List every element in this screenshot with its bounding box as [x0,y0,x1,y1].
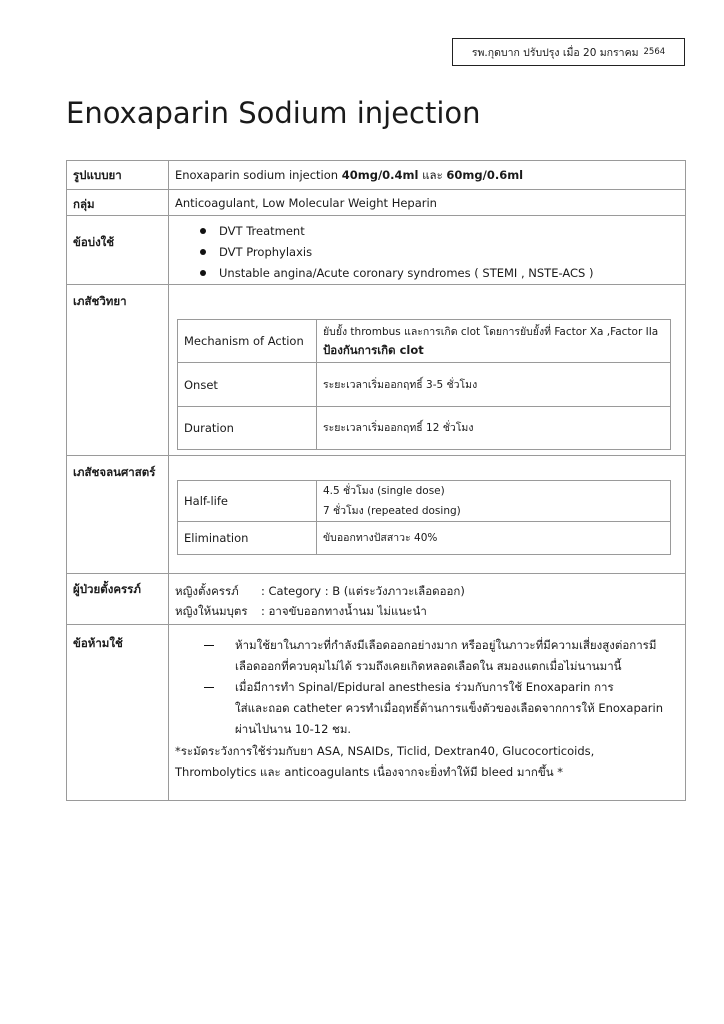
duration-value: ระยะเวลาเริ่มออกฤทธิ์ 12 ชั่วโมง [317,407,671,450]
hospital-update-box [452,38,685,66]
dose-40mg: 40mg/0.4ml [341,168,419,182]
contraindication-item [203,677,679,740]
drug-group-value: Anticoagulant, Low Molecular Weight Heparin [169,190,686,216]
mechanism-line2: ป้องกันการเกิด clot [323,343,424,357]
pregnancy-line [175,581,679,601]
pharmacodynamics-table [177,319,671,450]
drug-interaction-caution [175,740,679,783]
pharmacodynamics-label: เภสัชวิทยา [67,285,169,456]
duration-row [178,407,671,450]
duration-key: Duration [178,407,317,450]
update-year: 2564 [643,47,666,57]
indications-list [175,216,679,284]
pharmacokinetics-label: เภสัชจลนศาสตร์ [67,456,169,574]
pharmacodynamics-content [169,285,686,456]
onset-key: Onset [178,363,317,407]
onset-value: ระยะเวลาเริ่มออกฤทธิ์ 3-5 ชั่วโมง [317,363,671,407]
lactation-value: : อาจขับออกทางน้ำนม ไม่แนะนำ [261,604,427,618]
row-contraindications [67,625,686,801]
contraindications-list [175,625,679,740]
lactation-key: หญิงให้นมบุตร [175,604,248,618]
half-life-line1: 4.5 ชั่วโมง (single dose) [323,485,445,497]
contraindication-2-line2: ใส่และถอด catheter ควรทำเมื่อฤทธิ์ต้านการแข็งตัวของเลือดจากการให้ Enoxaparin [235,701,664,715]
contraindication-1-line2: เลือดออกที่ควบคุมไม่ได้ รวมถึงเคยเกิดหลอดเลือดใน สมองแตกเมื่อไม่นานมานี้ [235,659,622,673]
contraindication-2-line3: ผ่านไปนาน 10-12 ชม. [235,722,352,736]
row-indications [67,216,686,285]
document-title: Enoxaparin Sodium injection [66,96,481,130]
elimination-key: Elimination [178,522,317,555]
indication-item: DVT Treatment [197,221,679,242]
pharmacokinetics-table [177,480,671,555]
indication-item: DVT Prophylaxis [197,242,679,263]
contraindication-item [203,635,679,677]
dosage-form-label: รูปแบบยา [67,161,169,190]
caution-line2: Thrombolytics และ anticoagulants เนื่องจากจะยิ่งทำให้มี bleed มากขึ้น * [175,765,563,779]
drug-monograph-table [66,160,686,801]
row-drug-group [67,190,686,216]
indications-content [169,216,686,285]
mechanism-row [178,320,671,363]
indication-item: Unstable angina/Acute coronary syndromes ( STEMI , NSTE-ACS ) [197,263,679,284]
lactation-line [175,601,679,621]
pregnancy-lines [175,574,679,621]
row-pregnancy [67,574,686,625]
drug-group-label: กลุ่ม [67,190,169,216]
contraindication-2-line1: เมื่อมีการทำ Spinal/Epidural anesthesia ร่วมกับการใช้ Enoxaparin การ [235,680,614,694]
half-life-line2: 7 ชั่วโมง (repeated dosing) [323,505,461,517]
row-dosage-form [67,161,686,190]
pregnancy-content [169,574,686,625]
pharmacokinetics-content [169,456,686,574]
onset-row [178,363,671,407]
hospital-update-text: รพ.กุดบาก ปรับปรุง เมื่อ 20 มกราคม [471,46,639,59]
elimination-value: ขับออกทางปัสสาวะ 40% [317,522,671,555]
mechanism-key: Mechanism of Action [178,320,317,363]
dosage-form-text: Enoxaparin sodium injection [175,168,342,182]
mechanism-line1: ยับยั้ง thrombus และการเกิด clot โดยการยับยั้งที่ Factor Xa ,Factor IIa [323,326,659,338]
row-pharmacodynamics [67,285,686,456]
elimination-row [178,522,671,555]
pregnancy-key: หญิงตั้งครรภ์ [175,584,239,598]
contraindications-content [169,625,686,801]
indications-label: ข้อบ่งใช้ [67,216,169,285]
contraindication-1-line1: ห้ามใช้ยาในภาวะที่กำลังมีเลือดออกอย่างมาก หรืออยู่ในภาวะที่มีความเสี่ยงสูงต่อการมี [235,638,657,652]
half-life-key: Half-life [178,481,317,522]
half-life-value [317,481,671,522]
half-life-row [178,481,671,522]
row-pharmacokinetics [67,456,686,574]
caution-line1: *ระมัดระวังการใช้ร่วมกับยา ASA, NSAIDs, Ticlid, Dextran40, Glucocorticoids, [175,744,595,758]
pregnancy-label: ผู้ป่วยตั้งครรภ์ [67,574,169,625]
dosage-and: และ [418,168,447,182]
mechanism-value [317,320,671,363]
contraindications-label: ข้อห้ามใช้ [67,625,169,801]
dosage-form-value [169,161,686,190]
pregnancy-value: : Category : B (แต่ระวังภาวะเลือดออก) [261,584,465,598]
dose-60mg: 60mg/0.6ml [446,168,524,182]
